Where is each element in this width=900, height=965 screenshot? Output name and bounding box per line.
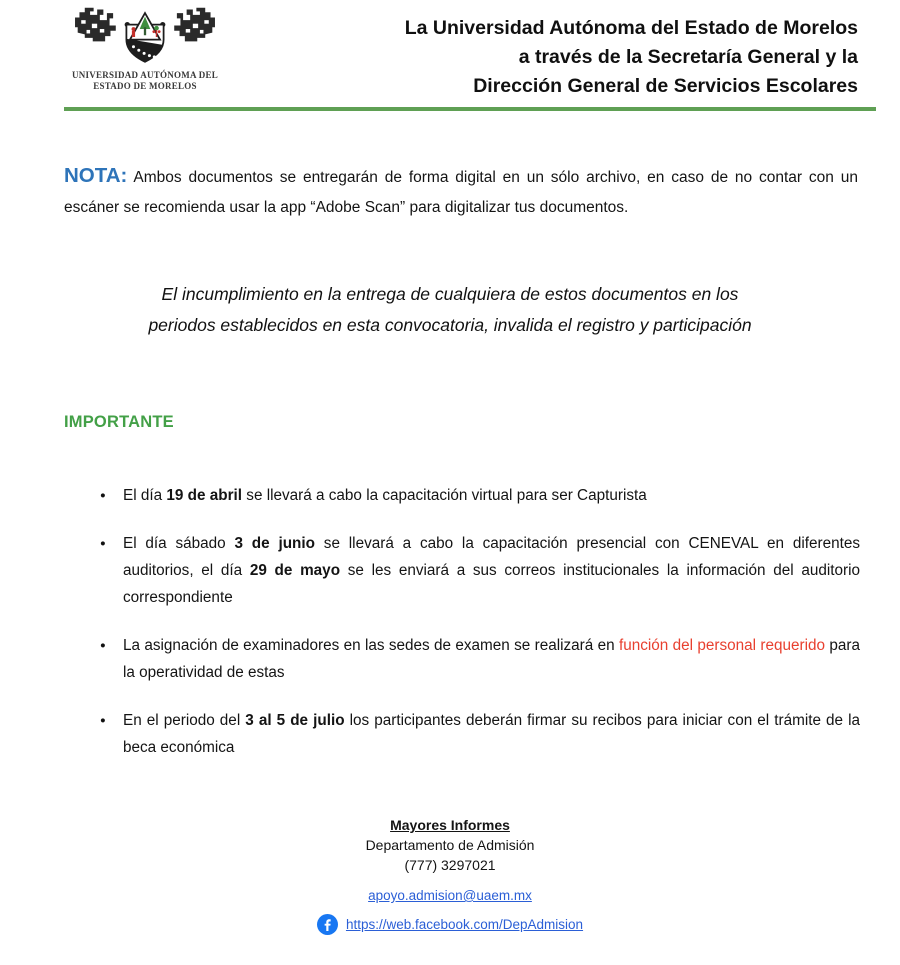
header-divider [64, 107, 876, 111]
bullet-text-segment: La asignación de examinadores en las sedes de examen se realizará en [123, 637, 619, 654]
logo-caption [70, 70, 220, 92]
facebook-row [0, 914, 900, 935]
list-item [100, 482, 860, 509]
bullet-text-segment: se les enviará a sus correos institucionales la información del auditorio correspondiente [123, 562, 861, 606]
email-link[interactable]: apoyo.admision@uaem.mx [368, 888, 532, 903]
logo-caption-line1: UNIVERSIDAD AUTÓNOMA DEL [71, 70, 219, 80]
bullet-text-segment: 3 al 5 de julio [245, 712, 345, 729]
important-bullet-list [100, 482, 860, 761]
university-logo-block [70, 6, 220, 92]
bullet-text-segment: 3 de junio [234, 535, 315, 552]
notice-line-1: El incumplimiento en la entrega de cualquiera de estos documentos en los [161, 284, 739, 304]
contact-footer [0, 815, 900, 935]
list-item [100, 530, 860, 611]
title-line-1: La Universidad Autónoma del Estado de Morelos [404, 17, 858, 39]
list-item [100, 632, 860, 686]
document-title [220, 6, 858, 101]
bullet-text-segment: El día [123, 487, 167, 504]
invalidation-notice [0, 279, 900, 341]
bullet-text-segment: para la operatividad de estas [123, 637, 860, 681]
footer-department: Departamento de Admisión [365, 837, 535, 853]
facebook-icon[interactable] [317, 914, 338, 935]
footer-phone: (777) 3297021 [404, 857, 496, 873]
bullet-text-segment: se llevará a cabo la capacitación presencial con CENEVAL en diferentes auditorios, el día [123, 535, 861, 579]
bullet-text-segment: En el periodo del [123, 712, 246, 729]
left-eagle-glyph [75, 8, 116, 42]
bullet-text-segment: función del personal requerido [618, 637, 826, 654]
logo-caption-line2: ESTADO DE MORELOS [93, 81, 197, 91]
bullet-text-segment: se llevará a cabo la capacitación virtual para ser Capturista [242, 487, 647, 504]
bullet-text-segment: 29 de mayo [249, 562, 341, 579]
bullet-text-segment: los participantes deberán firmar su recibos para iniciar con el trámite de la beca económica [123, 712, 861, 756]
notice-line-2: periodos establecidos en esta convocatoria, invalida el registro y participación [148, 315, 752, 335]
nota-body: Ambos documentos se entregarán de forma digital en un sólo archivo, en caso de no contar con un escáner se recomienda usar la app “Adobe Scan” para digitalizar tus documentos. [64, 169, 858, 216]
importante-heading: IMPORTANTE [64, 413, 174, 431]
title-line-2: a través de la Secretaría General y la [518, 46, 858, 68]
facebook-link[interactable]: https://web.facebook.com/DepAdmision [345, 917, 584, 932]
title-line-3: Dirección General de Servicios Escolares [473, 75, 858, 97]
right-eagle-glyph [174, 8, 215, 42]
bullet-text-segment: El día sábado [123, 535, 235, 552]
nota-paragraph [64, 161, 858, 223]
uaem-crest-logo [74, 6, 216, 68]
shield [125, 13, 166, 62]
bullet-text-segment: 19 de abril [166, 487, 243, 504]
list-item [100, 707, 860, 761]
document-header [0, 0, 900, 101]
nota-label: NOTA: [64, 164, 128, 187]
footer-title: Mayores Informes [390, 817, 510, 833]
